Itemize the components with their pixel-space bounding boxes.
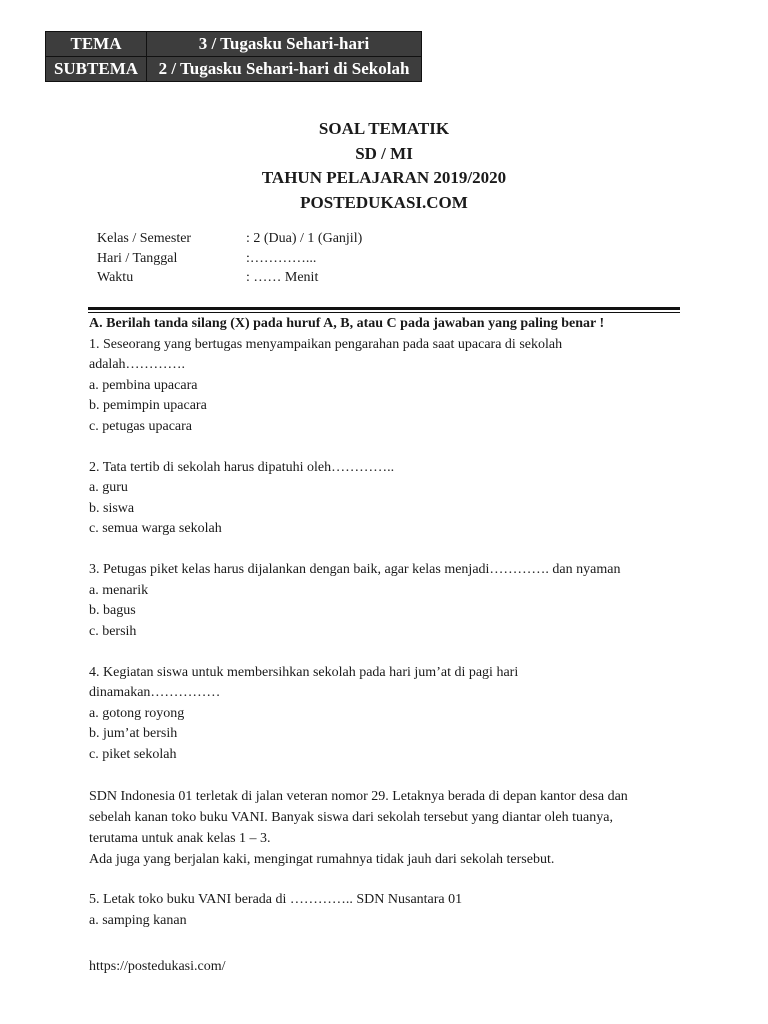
title-line: TAHUN PELAJARAN 2019/2020	[261, 168, 507, 187]
answer-option: c. petugas upacara	[89, 418, 192, 434]
student-info	[97, 229, 362, 288]
answer-option: c. semua warga sekolah	[89, 521, 222, 536]
info-value: : 2 (Dua) / 1 (Ganjil)	[246, 231, 363, 246]
question-text: dinamakan……………	[89, 685, 221, 700]
answer-option: b. siswa	[89, 500, 135, 516]
title-line: SD / MI	[355, 143, 413, 163]
theme-row	[46, 32, 422, 57]
theme-value: 3 / Tugasku Sehari-hari	[147, 32, 422, 57]
answer-option: a. samping kanan	[89, 912, 187, 928]
theme-label: TEMA	[46, 32, 147, 57]
reading-passage	[89, 786, 689, 870]
passage-line: terutama untuk anak kelas 1 – 3.	[89, 830, 271, 846]
question-text: 1. Seseorang yang bertugas menyampaikan pengarahan pada saat upacara di sekolah	[89, 336, 563, 352]
divider-thin	[88, 312, 680, 313]
divider-thick	[88, 307, 680, 310]
theme-table	[45, 31, 422, 82]
subtheme-value: 2 / Tugasku Sehari-hari di Sekolah	[147, 57, 422, 82]
question-section	[89, 314, 689, 931]
answer-option: b. bagus	[89, 603, 136, 618]
info-value: :…………...	[246, 250, 317, 266]
answer-option: b. pemimpin upacara	[89, 398, 207, 413]
info-value: : …… Menit	[246, 270, 319, 285]
info-label: Waktu	[97, 270, 134, 285]
question-text: 5. Letak toko buku VANI berada di ………….. SDN Nusantara 01	[89, 892, 463, 907]
answer-option: a. gotong royong	[89, 705, 185, 721]
subtheme-row	[46, 57, 422, 82]
question-text: 2. Tata tertib di sekolah harus dipatuhi oleh…………..	[89, 459, 395, 475]
question-1	[89, 335, 689, 438]
footer-url: https://postedukasi.com/	[89, 959, 226, 974]
question-4	[89, 663, 689, 766]
title-line: POSTEDUKASI.COM	[300, 192, 468, 212]
info-row-date	[97, 249, 362, 269]
passage-line: SDN Indonesia 01 terletak di jalan veteran nomor 29. Letaknya berada di depan kantor desa dan	[89, 788, 628, 804]
answer-option: a. guru	[89, 480, 128, 495]
answer-option: a. pembina upacara	[89, 377, 198, 393]
info-label: Kelas / Semester	[97, 231, 192, 246]
info-row-time	[97, 268, 362, 288]
info-row-class	[97, 229, 362, 249]
subtheme-label: SUBTEMA	[46, 57, 147, 82]
instruction: A. Berilah tanda silang (X) pada huruf A, B, atau C pada jawaban yang paling benar !	[89, 316, 605, 331]
answer-option: a. menarik	[89, 582, 149, 598]
question-text: adalah………….	[89, 357, 186, 372]
info-label: Hari / Tanggal	[97, 250, 178, 266]
passage-line: Ada juga yang berjalan kaki, mengingat rumahnya tidak jauh dari sekolah tersebut.	[89, 851, 555, 867]
question-5	[89, 890, 689, 931]
answer-option: c. bersih	[89, 623, 137, 639]
answer-option: b. jum’at bersih	[89, 726, 178, 741]
title-line: SOAL TEMATIK	[318, 119, 450, 138]
question-3	[89, 560, 689, 642]
question-2	[89, 458, 689, 540]
question-text: 3. Petugas piket kelas harus dijalankan dengan baik, agar kelas menjadi…………. dan nyaman	[89, 562, 621, 577]
passage-line: sebelah kanan toko buku VANI. Banyak siswa dari sekolah tersebut yang diantar oleh tuanya,	[89, 809, 613, 825]
question-text: 4. Kegiatan siswa untuk membersihkan sekolah pada hari jum’at di pagi hari	[89, 664, 519, 680]
answer-option: c. piket sekolah	[89, 746, 177, 762]
document-title	[0, 117, 768, 215]
